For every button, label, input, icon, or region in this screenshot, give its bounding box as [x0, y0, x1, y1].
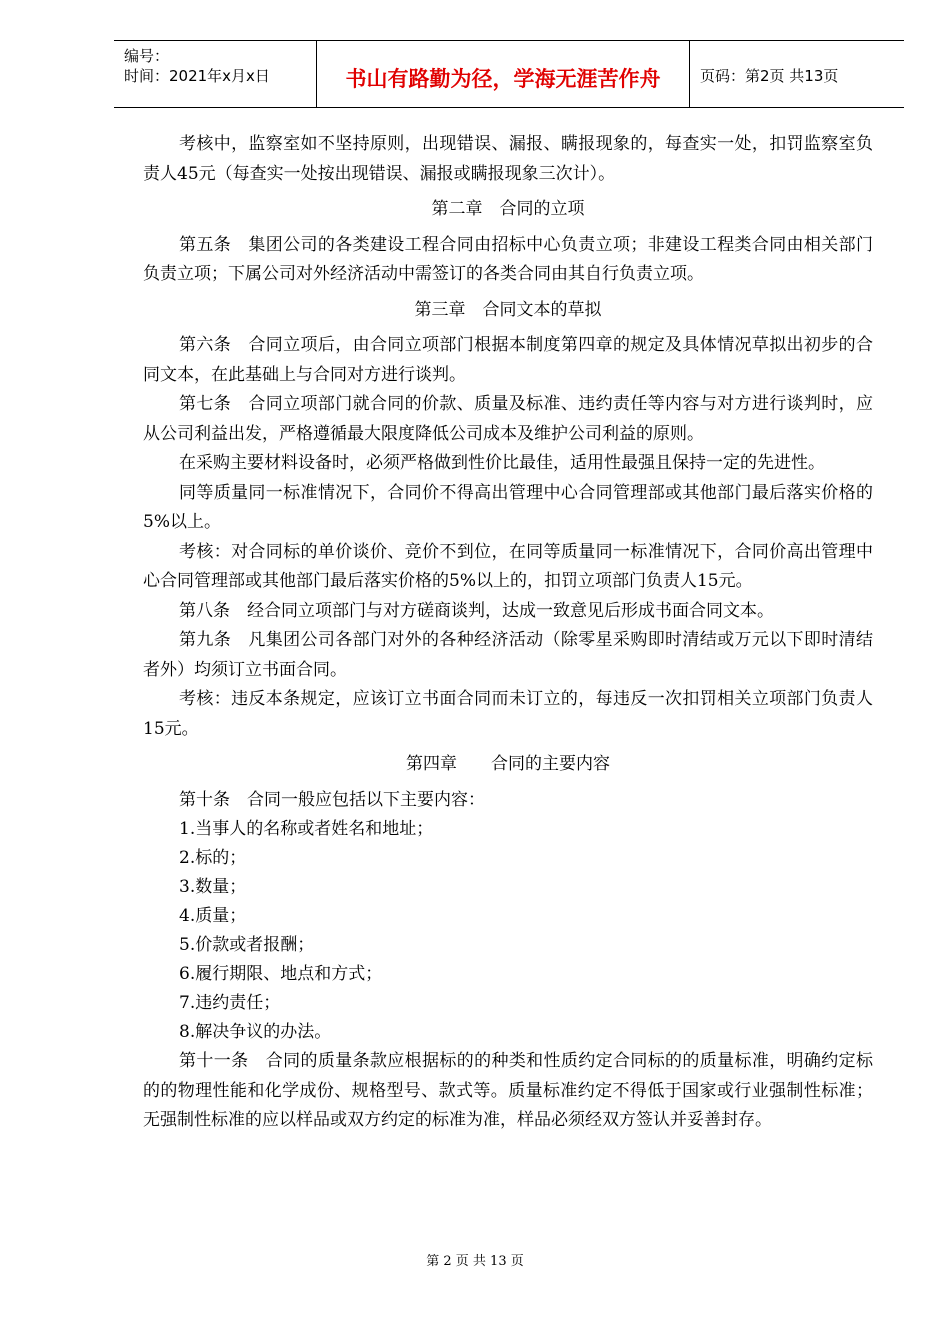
paragraph: 考核：违反本条规定，应该订立书面合同而未订立的，每违反一次扣罚相关立项部门负责人15元。 [143, 689, 873, 739]
header-page-cell [690, 41, 904, 107]
paragraph: 第十条 合同一般应包括以下主要内容： [179, 789, 485, 810]
paragraph: 考核：对合同标的单价谈价、竞价不到位，在同等质量同一标准情况下，合同价高出管理中心合同管理部或其他部门最后落实价格的5%以上的，扣罚立项部门负责人15元。 [143, 541, 873, 591]
list-item: 6.履行期限、地点和方式； [179, 964, 383, 984]
paragraph: 同等质量同一标准情况下，合同价不得高出管理中心合同管理部或其他部门最后落实价格的5%以上。 [143, 482, 873, 532]
page-header [114, 40, 904, 108]
paragraph: 第五条 集团公司的各类建设工程合同由招标中心负责立项；非建设工程类合同由相关部门负责立项；下属公司对外经济活动中需签订的各类合同由其自行负责立项。 [143, 234, 873, 284]
list-item: 1.当事人的名称或者姓名和地址； [179, 819, 434, 839]
header-info-cell [114, 41, 317, 107]
paragraph: 第九条 凡集团公司各部门对外的各种经济活动（除零星采购即时清结或万元以下即时清结者外）均须订立书面合同。 [143, 630, 873, 680]
motto: 书山有路勤为径，学海无涯苦作舟 [345, 66, 661, 91]
list-item: 4.质量； [179, 906, 247, 926]
list-item: 5.价款或者报酬； [179, 935, 315, 955]
list-item: 7.违约责任； [179, 993, 281, 1013]
number-label: 编号： [124, 47, 170, 65]
paragraph: 考核中，监察室如不坚持原则，出现错误、漏报、瞒报现象的，每查实一处，扣罚监察室负责人45元（每查实一处按出现错误、漏报或瞒报现象三次计）。 [143, 134, 873, 184]
paragraph: 第六条 合同立项后，由合同立项部门根据本制度第四章的规定及具体情况草拟出初步的合同文本，在此基础上与合同对方进行谈判。 [143, 335, 873, 385]
paragraph: 第七条 合同立项部门就合同的价款、质量及标准、违约责任等内容与对方进行谈判时，应从公司利益出发，严格遵循最大限度降低公司成本及维护公司利益的原则。 [143, 394, 873, 444]
page-label: 页码：第2页 共13页 [700, 67, 839, 85]
page-footer: 第 2 页 共 13 页 [426, 1254, 524, 1269]
header-motto-cell [317, 41, 690, 107]
paragraph: 第八条 经合同立项部门与对方磋商谈判，达成一致意见后形成书面合同文本。 [179, 600, 774, 621]
list-item: 3.数量； [179, 877, 247, 897]
paragraph: 第十一条 合同的质量条款应根据标的的种类和性质约定合同标的的质量标准，明确约定标的的物理性能和化学成份、规格型号、款式等。质量标准约定不得低于国家或行业强制性标准；无强制性标准的应以样品或双方约定的标准为准，样品必须经双方签认并妥善封存。 [143, 1051, 873, 1130]
chapter-heading: 第二章 合同的立项 [431, 199, 585, 219]
time-label: 时间：2021年x月x日 [124, 67, 270, 85]
chapter-heading: 第三章 合同文本的草拟 [414, 299, 602, 320]
paragraph: 在采购主要材料设备时，必须严格做到性价比最佳，适用性最强且保持一定的先进性。 [179, 453, 825, 473]
list-item: 2.标的； [179, 848, 247, 868]
chapter-heading: 第四章 合同的主要内容 [406, 754, 610, 774]
document-body [143, 130, 873, 1136]
list-item: 8.解决争议的办法。 [179, 1022, 332, 1042]
